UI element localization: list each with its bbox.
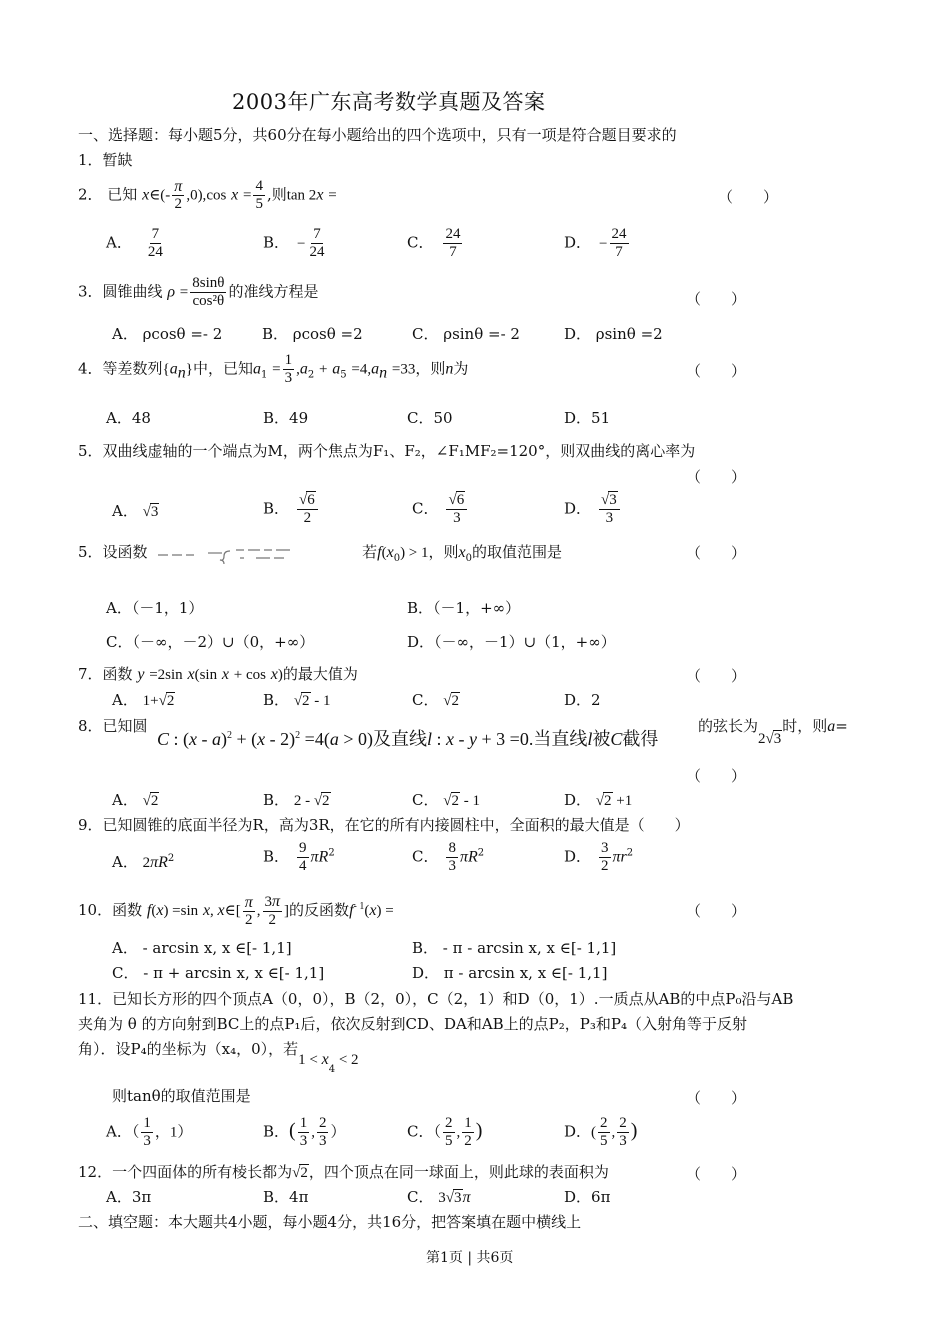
option-a: A．（－1，1）	[106, 599, 204, 617]
option-a: A．3π	[106, 1188, 152, 1206]
option-d: D． $\frac{√3}{3}$	[564, 492, 622, 527]
option-c: C． √2	[412, 691, 459, 709]
option-c: C． - π + arcsin x, x ∈[- 1,1]	[112, 964, 325, 982]
question-5-hyperbola: 5．双曲线虚轴的一个端点为M，两个焦点为F₁、F₂，∠F₁MF₂=120°，则双曲线的离心率为	[78, 442, 696, 460]
answer-bracket: （ ）	[686, 767, 747, 785]
option-a: A． - arcsin x, x ∈[- 1,1]	[112, 939, 292, 957]
option-a: A． $2\pi R^2$	[112, 853, 175, 871]
answer-bracket: （ ）	[686, 902, 747, 920]
answer-bracket: （ ）	[686, 1089, 747, 1107]
option-b: B． − $\frac{7}{24}$	[263, 226, 325, 260]
question-10: 10．函数 f(x) =sin x, x∈[ $\frac{\pi}{2}$ , $\frac{3\pi}{2}$ ]的反函数$f^{- 1}(x)$ =	[78, 893, 394, 928]
option-b: B． √2 - 1	[263, 691, 331, 709]
section-heading-choice: 一、选择题：每小题5分，共60分在每小题给出的四个选项中，只有一项是符合题目要求的	[78, 126, 677, 144]
option-c: C．（ $\frac{2}{5}$ , $\frac{1}{2}$ )	[407, 1115, 483, 1149]
answer-bracket: （ ）	[718, 188, 779, 206]
option-c: C． √2 - 1	[412, 791, 480, 809]
option-b: B． - π - arcsin x, x ∈[- 1,1]	[412, 939, 617, 957]
option-c: C． $\frac{8}{3}$ $\pi R^2$	[412, 840, 485, 874]
option-d: D．51	[564, 409, 611, 427]
option-d: D． π - arcsin x, x ∈[- 1,1]	[412, 964, 608, 982]
option-d: D．6π	[564, 1188, 611, 1206]
option-c: C． $\frac{24}{7}$	[407, 226, 461, 260]
option-a: A． √2	[112, 791, 159, 809]
section-heading-fill-in: 二、填空题：本大题共4小题，每小题4分，共16分，把答案填在题中横线上	[78, 1213, 582, 1231]
option-d: D．( $\frac{2}{5}$ , $\frac{2}{3}$ )	[564, 1115, 638, 1149]
option-d: D．2	[564, 691, 601, 709]
question-5-function: 5．设函数 若$f(x_0) > 1$，则$x_0$的取值范围是	[78, 543, 563, 564]
option-d: D． ρsinθ =2	[564, 325, 663, 343]
option-b: B．4π	[263, 1188, 309, 1206]
question-7: 7．函数 y =2sin x(sin x + cos x)的最大值为	[78, 665, 358, 683]
option-b: B． $\frac{9}{4}$ $\pi R^2$	[263, 840, 335, 874]
option-b: B． 2 - √2	[263, 791, 330, 809]
option-d: D．（－∞，－1）∪（1，+∞）	[407, 633, 616, 651]
option-b: B． $\frac{√6}{2}$	[263, 492, 320, 527]
question-8-formula: C : (x - a)$^2$ + (x - 2)$^2$ =4(a > 0)及直线l : x - y + 3 =0.当直线l被C截得	[157, 729, 659, 749]
question-2: 2． 已知 x∈(- $\frac{\pi}{2}$ ,0),cos x = $\frac{4}{5}$ ,则tan 2x =	[78, 178, 337, 212]
question-11-line-2: 夹角为 θ 的方向射到BC上的点P₁后，依次反射到CD、DA和AB上的点P₂，P₃和P₄（入射角等于反射	[78, 1015, 747, 1033]
answer-bracket: （ ）	[686, 1165, 747, 1183]
answer-bracket: （ ）	[686, 362, 747, 380]
page-title: 2003年广东高考数学真题及答案	[232, 90, 546, 114]
question-1: 1．暂缺	[78, 151, 133, 169]
answer-bracket: （ ）	[686, 667, 747, 685]
answer-bracket: （ ）	[686, 468, 747, 486]
option-c: C． 3√3π	[407, 1188, 471, 1206]
option-a: A．48	[106, 409, 151, 427]
option-a: A． $\frac{7}{24}$	[106, 226, 163, 260]
option-d: D． √2 +1	[564, 791, 633, 809]
option-a: A．（ $\frac{1}{3}$ ，1）	[106, 1115, 193, 1149]
page-footer: 第1页 | 共6页	[426, 1250, 514, 1266]
option-b: B．49	[263, 409, 309, 427]
option-b: B．( $\frac{1}{3}$ , $\frac{2}{3}$ ）	[263, 1115, 346, 1149]
option-d: D． − $\frac{24}{7}$	[564, 226, 627, 260]
question-4: 4．等差数列$\{a_n\}$中，已知$a_1$ = $\frac{1}{3}$ $,a_2 + a_5 =4,a_n =33$，则n为	[78, 352, 469, 386]
answer-bracket: （ ）	[686, 544, 747, 562]
option-c: C．（－∞，－2）∪（0，+∞）	[106, 633, 315, 651]
option-a: A． √3	[112, 502, 159, 520]
option-d: D． $\frac{3}{2}$ $\pi r^2$	[564, 840, 634, 874]
piecewise-function-image	[152, 542, 357, 564]
option-b: B．（－1，+∞）	[407, 599, 521, 617]
question-3: 3．圆锥曲线 ρ = $\frac{8\sin\theta}{\text{cos²θ}}$ 的准线方程是	[78, 275, 319, 309]
question-12: 12．一个四面体的所有棱长都为√2，四个顶点在同一球面上，则此球的表面积为	[78, 1163, 609, 1181]
option-c: C． ρsinθ =- 2	[412, 325, 520, 343]
option-b: B． ρcosθ =2	[262, 325, 363, 343]
option-a: A． ρcosθ =- 2	[112, 325, 223, 343]
option-c: C． $\frac{√6}{3}$	[412, 492, 469, 527]
question-8-tail: 的弦长为2√3时，则a=	[698, 717, 848, 747]
question-11-line-4: 则tanθ的取值范围是	[112, 1087, 251, 1105]
question-9: 9．已知圆锥的底面半径为R，高为3R，在它的所有内接圆柱中，全面积的最大值是（ ）	[78, 816, 690, 834]
option-a: A． 1+√2	[112, 691, 175, 709]
question-11-line-1: 11．已知长方形的四个顶点A（0，0），B（2，0），C（2，1）和D（0，1）.一质点从AB的中点P₀沿与AB	[78, 990, 794, 1008]
option-c: C．50	[407, 409, 453, 427]
question-8: 8．已知圆	[78, 717, 148, 735]
question-11-line-3: 角）．设P₄的坐标为（x₄，0），若$1 < x_4 < 2$	[78, 1040, 359, 1075]
answer-bracket: （ ）	[686, 290, 747, 308]
